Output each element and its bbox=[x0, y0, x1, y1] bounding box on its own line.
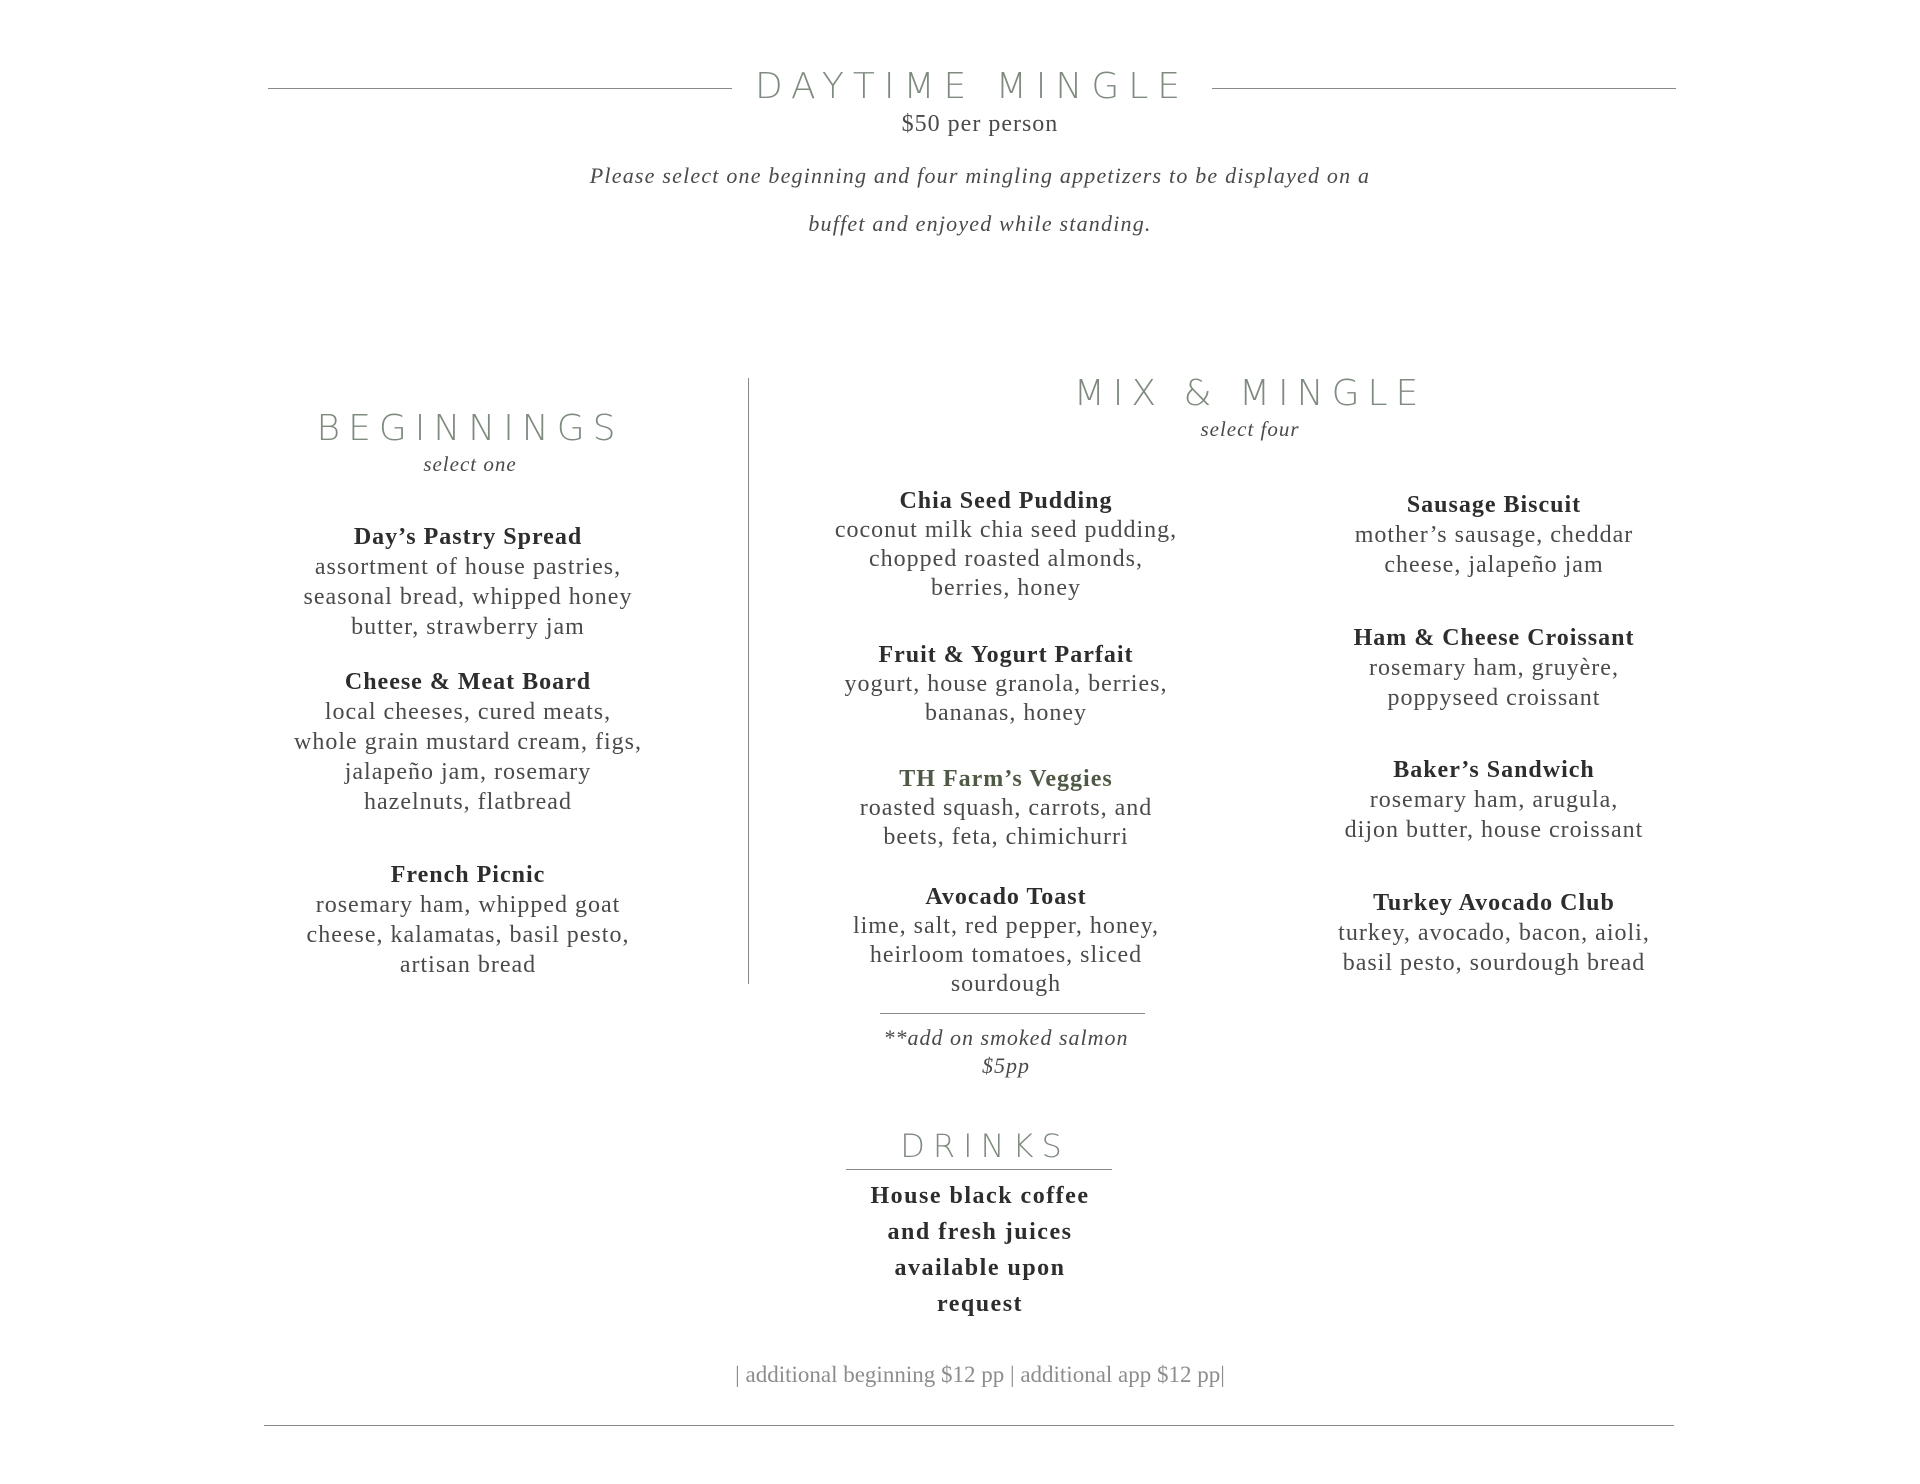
beginnings-title: BEGINNINGS bbox=[316, 408, 624, 449]
item-description: lime, salt, red pepper, honey, heirloom tomatoes, sliced sourdough bbox=[852, 913, 1160, 997]
mingle-item bbox=[806, 882, 1206, 999]
beginning-item bbox=[268, 522, 668, 642]
item-name: Ham & Cheese Croissant bbox=[1353, 625, 1635, 651]
item-name: Turkey Avocado Club bbox=[1373, 890, 1615, 916]
header-rule-right bbox=[1212, 88, 1676, 89]
item-description: roasted squash, carrots, and beets, feta, chimichurri bbox=[859, 795, 1153, 850]
beginning-item bbox=[268, 667, 668, 817]
drinks-text: House black coffee and fresh juices available upon request bbox=[870, 1183, 1090, 1317]
intro-line-1: Please select one beginning and four mingling appetizers to be displayed on a bbox=[589, 163, 1371, 188]
mingle-item bbox=[1294, 888, 1694, 978]
footer-rule bbox=[264, 1425, 1674, 1426]
drinks-title: DRINKS bbox=[900, 1127, 1070, 1165]
beginnings-subtitle: select one bbox=[423, 452, 517, 476]
mingle-item bbox=[1294, 490, 1694, 580]
beginning-item bbox=[268, 860, 668, 980]
mingle-item bbox=[806, 640, 1206, 728]
intro-line-2: buffet and enjoyed while standing. bbox=[808, 211, 1152, 236]
item-name: Cheese & Meat Board bbox=[344, 669, 592, 695]
item-description: rosemary ham, whipped goat cheese, kalamatas, basil pesto, artisan bread bbox=[306, 892, 630, 978]
footer-additional-pricing: | additional beginning $12 pp | additional app $12 pp| bbox=[735, 1362, 1225, 1387]
item-description: rosemary ham, arugula, dijon butter, house croissant bbox=[1344, 787, 1644, 843]
mix-mingle-title: MIX & MINGLE bbox=[1073, 373, 1427, 414]
item-description: assortment of house pastries, seasonal bread, whipped honey butter, strawberry jam bbox=[303, 554, 633, 640]
item-name: TH Farm’s Veggies bbox=[899, 766, 1113, 792]
price-per-person: $50 per person bbox=[901, 111, 1059, 137]
item-description: local cheeses, cured meats, whole grain mustard cream, figs, jalapeño jam, rosemary hazelnuts, flatbread bbox=[294, 699, 642, 815]
item-name: Day’s Pastry Spread bbox=[353, 524, 583, 550]
mingle-item bbox=[1294, 623, 1694, 713]
item-description: yogurt, house granola, berries, bananas, honey bbox=[844, 671, 1168, 726]
column-divider bbox=[748, 378, 749, 984]
item-description: mother’s sausage, cheddar cheese, jalapeño jam bbox=[1354, 522, 1634, 578]
item-name: French Picnic bbox=[390, 862, 546, 888]
addon-rule bbox=[880, 1013, 1145, 1014]
item-name: Sausage Biscuit bbox=[1406, 492, 1582, 518]
mix-mingle-subtitle: select four bbox=[1200, 417, 1300, 441]
page-title: DAYTIME MINGLE bbox=[754, 66, 1190, 107]
mingle-item bbox=[806, 764, 1206, 852]
mingle-item bbox=[806, 486, 1206, 603]
item-description: coconut milk chia seed pudding, chopped roasted almonds, berries, honey bbox=[834, 517, 1178, 601]
item-name: Chia Seed Pudding bbox=[899, 488, 1113, 514]
item-name: Fruit & Yogurt Parfait bbox=[878, 642, 1134, 668]
item-name: Baker’s Sandwich bbox=[1393, 757, 1595, 783]
mingle-item bbox=[1294, 755, 1694, 845]
header-rule-left bbox=[268, 88, 732, 89]
drinks-rule bbox=[846, 1169, 1112, 1170]
item-description: turkey, avocado, bacon, aioli, basil pesto, sourdough bread bbox=[1338, 920, 1650, 976]
item-description: rosemary ham, gruyère, poppyseed croissant bbox=[1369, 655, 1619, 711]
item-name: Avocado Toast bbox=[925, 884, 1087, 910]
addon-note: **add on smoked salmon $5pp bbox=[883, 1025, 1129, 1078]
